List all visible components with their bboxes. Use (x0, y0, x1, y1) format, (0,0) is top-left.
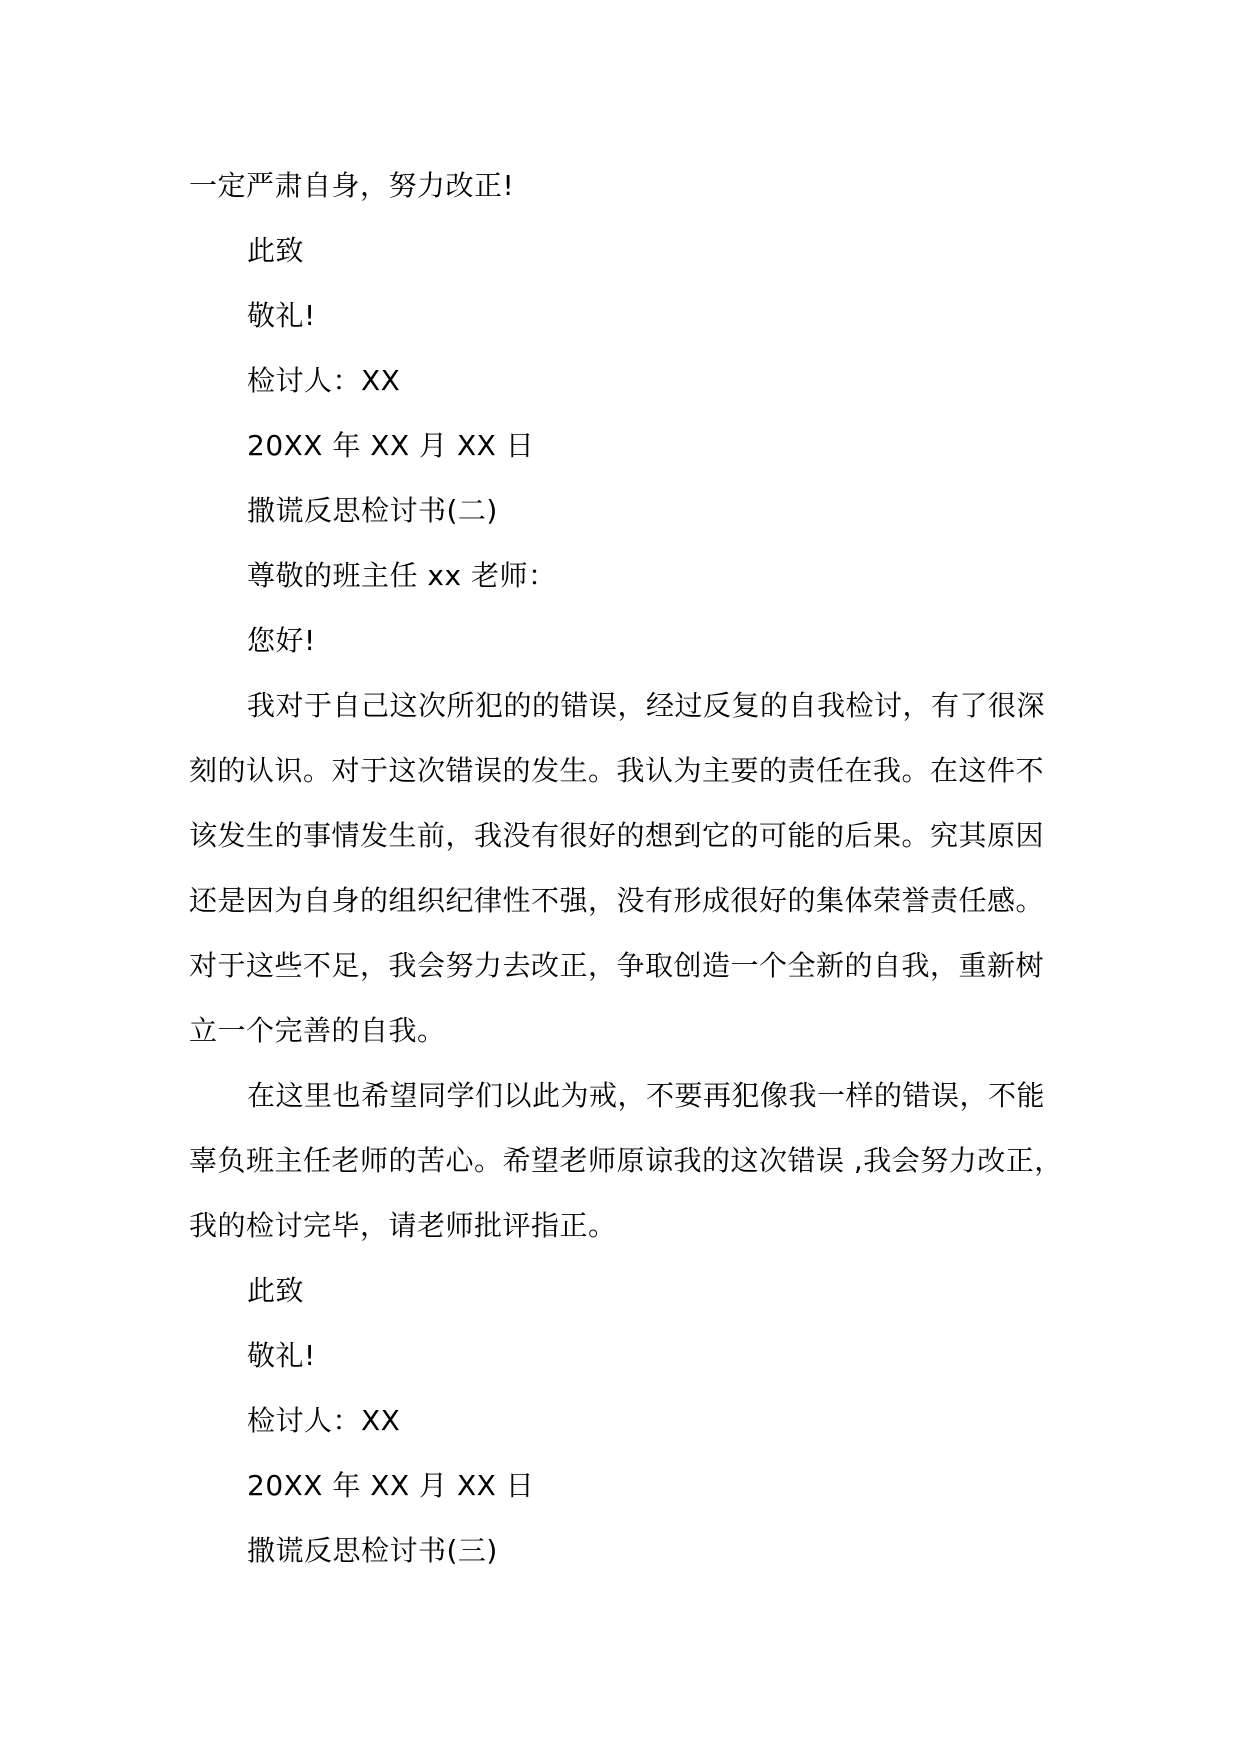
text-line: 一定严肃自身，努力改正! (189, 169, 515, 202)
section-title: 撒谎反思检讨书(二) (247, 494, 498, 527)
closing-salutation: 此致 (247, 1274, 305, 1307)
closing-regards: 敬礼! (247, 1339, 316, 1372)
paragraph-line: 还是因为自身的组织纪律性不强，没有形成很好的集体荣誉责任感。 (189, 884, 1045, 917)
paragraph-line: 我的检讨完毕，请老师批评指正。 (189, 1209, 617, 1242)
paragraph-line: 辜负班主任老师的苦心。希望老师原谅我的这次错误 ,我会努力改正， (189, 1144, 1063, 1177)
closing-regards: 敬礼! (247, 299, 316, 332)
signature-line: 检讨人：XX (247, 1404, 401, 1437)
paragraph-line: 在这里也希望同学们以此为戒，不要再犯像我一样的错误，不能 (247, 1079, 1046, 1112)
section-title: 撒谎反思检讨书(三) (247, 1534, 498, 1567)
date-line: 20XX 年 XX 月 XX 日 (247, 429, 535, 462)
letter-greeting: 尊敬的班主任 xx 老师： (247, 559, 557, 592)
letter-hello: 您好! (247, 624, 316, 657)
paragraph-line: 该发生的事情发生前，我没有很好的想到它的可能的后果。究其原因 (189, 819, 1045, 852)
signature-line: 检讨人：XX (247, 364, 401, 397)
paragraph-line: 立一个完善的自我。 (189, 1014, 446, 1047)
date-line: 20XX 年 XX 月 XX 日 (247, 1469, 535, 1502)
document-body (189, 153, 1069, 1583)
paragraph-line: 对于这些不足，我会努力去改正，争取创造一个全新的自我，重新树 (189, 949, 1045, 982)
paragraph-line: 我对于自己这次所犯的的错误，经过反复的自我检讨，有了很深 (247, 689, 1046, 722)
closing-salutation: 此致 (247, 234, 305, 267)
paragraph-line: 刻的认识。对于这次错误的发生。我认为主要的责任在我。在这件不 (189, 754, 1045, 787)
